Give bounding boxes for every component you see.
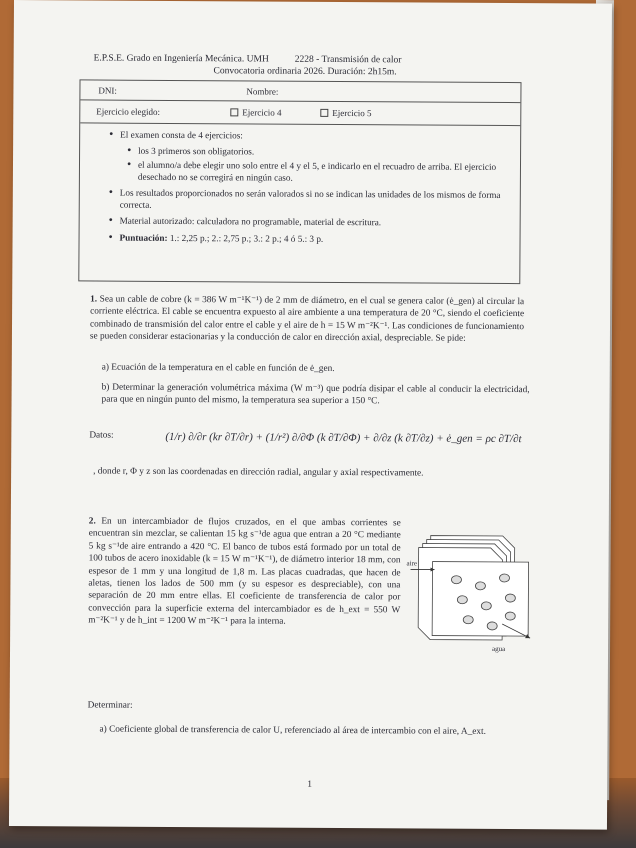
option-exercise-4[interactable] <box>230 107 320 118</box>
problem-1-text: Sea un cable de cobre (k = 386 W m⁻¹K⁻¹) de 2 mm de diámetro, en el cual se genera calor (ė_gen) al circular la corriente eléctrica. El cable se encuentra expuesto al aire ambiente a una temperatura de 20 °C, siendo el coeficiente combinado de transmisión del calor entre el cable y el aire de h = 15 W m⁻²K⁻¹. Las condiciones de funcionamiento se pueden considerar estacionarias y la conducción de calor en dirección axial, despreciable. Se pide: <box>89 294 525 344</box>
checkbox-exercise-5[interactable] <box>320 109 328 117</box>
rule-choose-one: • el alumno/a debe elegir uno solo entre el 4 y el 5, e indicarlo en el recuadro de arriba. El ejercicio desechado no se corregirá en ningún caso. <box>138 160 510 185</box>
rule-material: • Material autorizado: calculadora no programable, material de escritura. <box>120 216 510 230</box>
dni-label: DNI: <box>98 85 117 96</box>
figure-label-air: aire <box>406 559 418 568</box>
identity-row <box>80 80 520 103</box>
heat-equation: (1/r) ∂/∂r (kr ∂T/∂r) + (1/r²) ∂/∂Φ (k ∂T/∂Φ) + ∂/∂z (k ∂T/∂z) + ė_gen = ρc ∂T/∂t <box>165 430 522 446</box>
exercise-choice-row <box>80 100 520 126</box>
coordinates-note: , donde r, Φ y z son las coordenadas en dirección radial, angular y axial respectivamente. <box>93 466 424 479</box>
rule-scoring: • Puntuación: 1.: 2,25 p.; 2.: 2,75 p.; 3.: 2 p.; 4 ó 5.: 3 p. <box>120 232 510 246</box>
problem-1-item-b: b) Determinar la generación volumétrica máxima (W m⁻³) que podría disipar el cable al conducir la electricidad, para que en ningún punto del mismo, la temperatura sea superior a 150 °C. <box>101 382 530 407</box>
problem-1-item-a: a) Ecuación de la temperatura en el cable en función de ė_gen. <box>101 362 335 374</box>
page-number: 1 <box>307 779 312 790</box>
rule-units: • Los resultados proporcionados no serán valorados si no se indican las unidades de los mismos de forma correcta. <box>120 188 510 213</box>
problem-1-number: 1. <box>90 294 98 305</box>
exam-rules <box>80 123 521 246</box>
problem-2-item-a: a) Coeficiente global de transferencia de calor U, referenciado al área de intercambio con el aire, A_ext. <box>99 724 486 737</box>
option-exercise-4-label: Ejercicio 4 <box>242 107 282 118</box>
problem-2-number: 2. <box>88 516 96 527</box>
determinar-label: Determinar: <box>87 700 133 711</box>
student-info-box <box>78 79 521 284</box>
checkbox-exercise-4[interactable] <box>230 108 238 116</box>
course-title: 2228 - Transmisión de calor <box>294 54 402 66</box>
rule-exercise-count: • El examen consta de 4 ejercicios: • los 3 primeros son obligatorios. • el alumno/a debe elegir uno solo entre el 4 y el 5, e indicarlo en el recuadro de arriba. El ejercicio desechado no se corregirá en ningún caso. <box>120 130 510 185</box>
figure-label-water: agua <box>492 644 506 654</box>
institution: E.P.S.E. Grado en Ingeniería Mecánica. UMH <box>93 53 269 65</box>
heat-exchanger-diagram <box>402 527 543 658</box>
option-exercise-5-label: Ejercicio 5 <box>332 107 372 119</box>
exam-page <box>9 0 612 830</box>
nombre-label: Nombre: <box>246 85 279 97</box>
option-exercise-5[interactable] <box>320 108 410 119</box>
rule-mandatory: • los 3 primeros son obligatorios. <box>138 145 510 159</box>
problem-2-text: En un intercambiador de flujos cruzados, en el que ambas corrientes se encuentran sin mezclar, se calientan 15 kg s⁻¹de agua que entran a 20 °C mediante 5 kg s⁻¹de aire entrando a 420 °C. El banco de tubos está formado por un total de 100 tubos de acero inoxidable (k = 15 W m⁻¹K⁻¹), de diámetro interior 18 mm, con espesor de 1 mm y una longitud de 1,8 m. Las placas cuadradas, que hacen de aletas, tienen los lados de 500 mm (y su espesor es despreciable), con una separación de 20 mm entre ellas. El coeficiente de transferencia de calor por convección para la superficie externa del intercambiador es de h_ext = 550 W m⁻²K⁻¹ y de h_int = 1200 W m⁻²K⁻¹ para la interna. <box>88 516 401 627</box>
problem-1-statement <box>90 293 524 345</box>
exercise-choice-label: Ejercicio elegido: <box>96 106 161 117</box>
problem-2-statement <box>88 515 401 629</box>
heat-exchanger-figure <box>402 527 543 658</box>
session-info: Convocatoria ordinaria 2026. Duración: 2h15m. <box>213 66 397 78</box>
datos-label: Datos: <box>89 430 114 441</box>
exam-header <box>94 52 534 79</box>
